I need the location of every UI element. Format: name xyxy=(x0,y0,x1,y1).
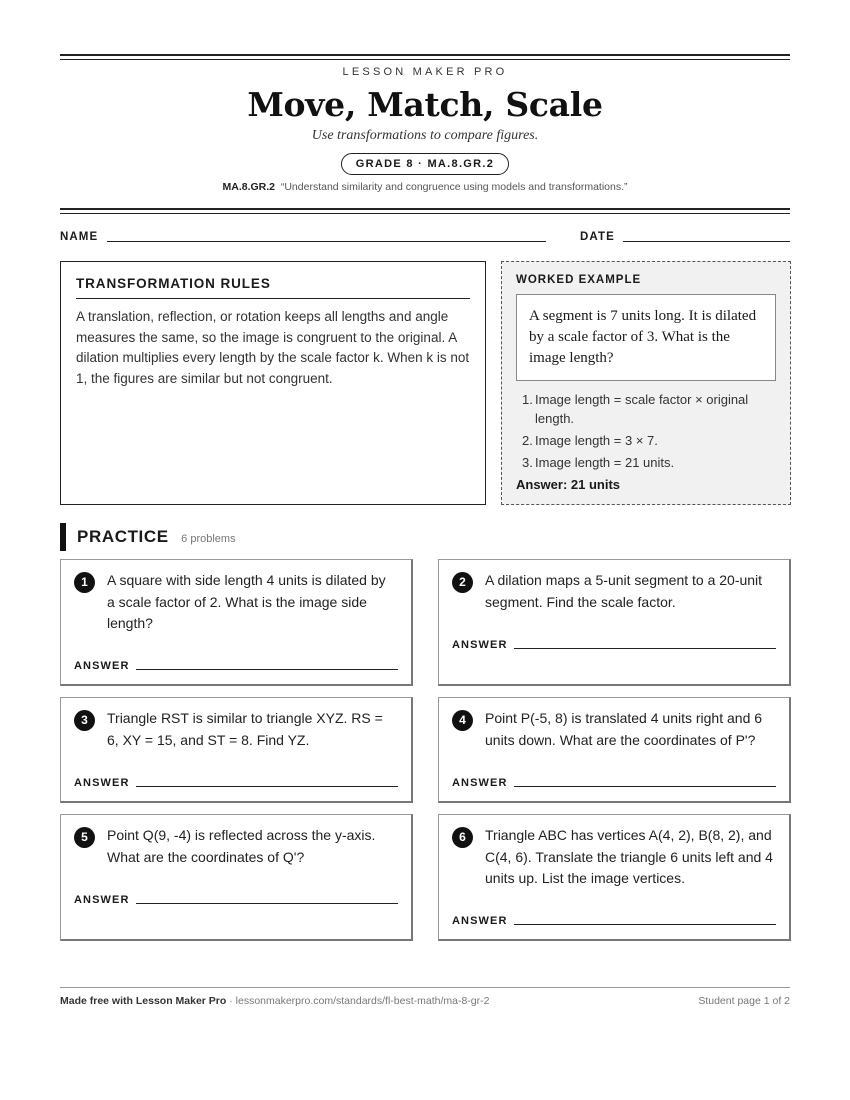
problem-text: Triangle ABC has vertices A(4, 2), B(8, 2), and C(4, 6). Translate the triangle 6 units left and 4 units up. List the image vertices. xyxy=(485,827,773,886)
problem-text: A square with side length 4 units is dilated by a scale factor of 2. What is the image side length? xyxy=(107,572,386,631)
problem-card-5 xyxy=(60,814,413,941)
answer-field-3[interactable] xyxy=(136,786,398,787)
answer-label: ANSWER xyxy=(74,777,130,789)
page-subtitle: Use transformations to compare figures. xyxy=(311,128,539,143)
answer-label: ANSWER xyxy=(452,639,508,651)
problem-number-badge: 2 xyxy=(452,572,473,593)
problem-text: Point Q(9, -4) is reflected across the y-axis. What are the coordinates of Q'? xyxy=(107,827,376,865)
example-problem: A segment is 7 units long. It is dilated by a scale factor of 3. What is the image length? xyxy=(516,294,776,381)
date-field[interactable] xyxy=(623,241,790,242)
footer-page-number: Student page 1 of 2 xyxy=(698,995,790,1007)
problem-text: Triangle RST is similar to triangle XYZ. RS = 6, XY = 15, and ST = 8. Find YZ. xyxy=(107,710,383,748)
header-bottom-rule xyxy=(60,208,790,214)
problem-number-badge: 6 xyxy=(452,827,473,848)
problem-number-badge: 4 xyxy=(452,710,473,731)
problem-number-badge: 5 xyxy=(74,827,95,848)
problem-card-3 xyxy=(60,697,413,803)
page-title: Move, Match, Scale xyxy=(247,85,603,124)
example-step: 3. Image length = 21 units. xyxy=(522,455,675,470)
name-field[interactable] xyxy=(107,241,546,242)
problem-number-badge: 1 xyxy=(74,572,95,593)
page-footer xyxy=(60,995,790,1007)
worked-example-box xyxy=(501,261,791,505)
example-answer: Answer: 21 units xyxy=(516,477,621,492)
answer-field-1[interactable] xyxy=(136,669,398,670)
practice-title: PRACTICE xyxy=(77,527,169,546)
practice-heading xyxy=(60,523,236,551)
date-label: DATE xyxy=(580,231,615,243)
answer-field-4[interactable] xyxy=(514,786,776,787)
problem-number-badge: 3 xyxy=(74,710,95,731)
rules-heading: TRANSFORMATION RULES xyxy=(76,276,470,299)
standard-text: “Understand similarity and congruence using models and transformations.” xyxy=(280,181,628,193)
footer-rule xyxy=(60,987,790,988)
name-date-row xyxy=(60,229,790,249)
answer-field-5[interactable] xyxy=(136,903,398,904)
header-top-rule xyxy=(60,54,790,60)
problem-card-2 xyxy=(438,559,791,686)
worksheet-header xyxy=(60,66,790,193)
example-heading: WORKED EXAMPLE xyxy=(516,274,642,286)
example-step: 2. Image length = 3 × 7. xyxy=(522,433,658,448)
answer-label: ANSWER xyxy=(452,915,508,927)
answer-label: ANSWER xyxy=(74,894,130,906)
standard-description xyxy=(60,181,790,193)
problem-card-6 xyxy=(438,814,791,941)
brand-name: LESSON MAKER PRO xyxy=(342,66,508,78)
answer-field-6[interactable] xyxy=(514,924,776,925)
practice-count: 6 problems xyxy=(181,533,236,545)
footer-url-link[interactable]: · lessonmakerpro.com/standards/fl-best-math/ma-8-gr-2 xyxy=(226,995,490,1007)
rules-text: A translation, reflection, or rotation keeps all lengths and angle measures the same, so the image is congruent to the original. A dilation multiplies every length by the scale factor k. When k is not 1, the figures are similar but not congruent. xyxy=(76,309,470,386)
grade-badge: GRADE 8 · MA.8.GR.2 xyxy=(341,153,509,175)
problem-text: Point P(-5, 8) is translated 4 units right and 6 units down. What are the coordinates of P'? xyxy=(485,710,763,748)
problem-card-4 xyxy=(438,697,791,803)
answer-field-2[interactable] xyxy=(514,648,776,649)
answer-label: ANSWER xyxy=(452,777,508,789)
standard-code: MA.8.GR.2 xyxy=(222,181,275,193)
example-steps xyxy=(516,390,776,472)
transformation-rules-box xyxy=(60,261,486,505)
name-label: NAME xyxy=(60,231,99,243)
example-step: 1. Image length = scale factor × original length. xyxy=(522,392,749,426)
answer-label: ANSWER xyxy=(74,660,130,672)
problem-card-1 xyxy=(60,559,413,686)
problem-text: A dilation maps a 5-unit segment to a 20-unit segment. Find the scale factor. xyxy=(485,572,763,610)
footer-made-with: Made free with Lesson Maker Pro xyxy=(60,995,227,1007)
